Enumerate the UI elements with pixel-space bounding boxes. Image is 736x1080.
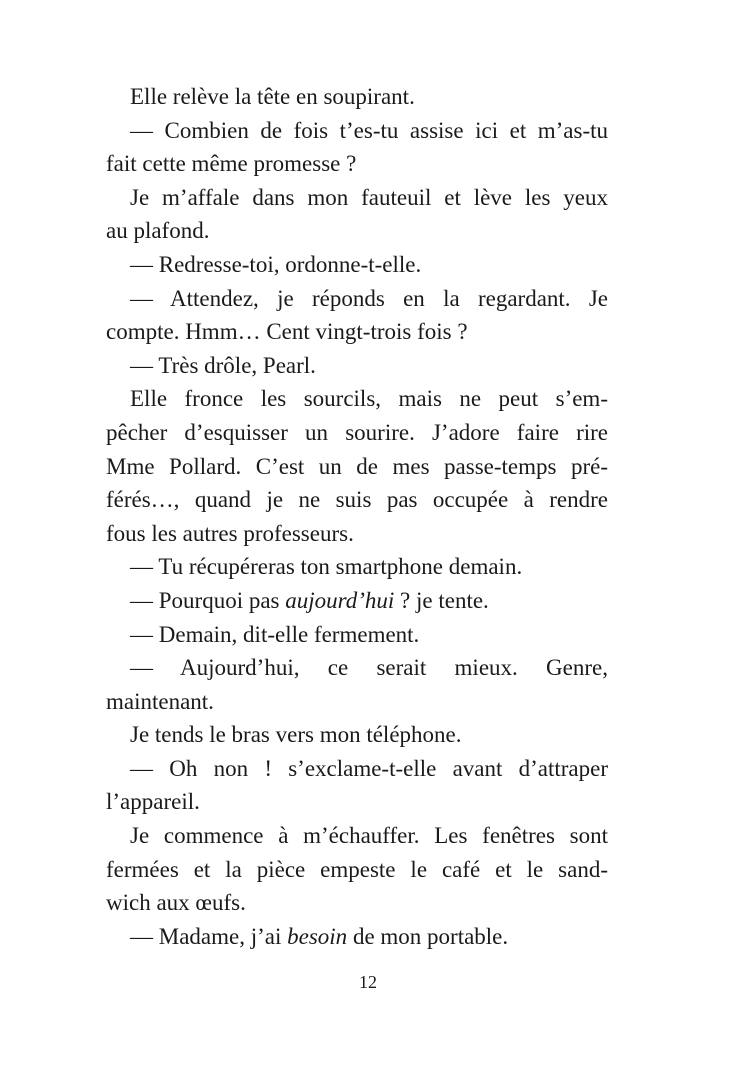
text-segment: compte. Hmm… Cent vingt-trois fois ? bbox=[106, 319, 468, 345]
text-segment: Elle relève la tête en soupirant. bbox=[130, 84, 415, 109]
text-segment: — Madame, j’ai bbox=[130, 923, 288, 949]
text-segment: fait cette même promesse ? bbox=[106, 151, 357, 177]
page-number: 12 bbox=[359, 972, 377, 992]
italic-text: aujourd’hui bbox=[285, 587, 395, 613]
text-segment: — Aujourd’hui, ce serait mieux. Genre, bbox=[130, 655, 608, 681]
text-line bbox=[106, 80, 608, 114]
text-segment: Je m’affale dans mon fauteuil et lève les yeux bbox=[130, 184, 608, 210]
text-line bbox=[106, 114, 608, 148]
text-segment: Mme Pollard. C’est un de mes passe-temps pré- bbox=[106, 453, 608, 479]
text-line bbox=[106, 618, 608, 652]
text-segment: de mon portable. bbox=[347, 923, 509, 949]
text-segment: au plafond. bbox=[106, 218, 210, 244]
text-segment: férés…, quand je ne suis pas occupée à rendre bbox=[106, 487, 608, 513]
text-line bbox=[106, 853, 608, 887]
text-line bbox=[106, 920, 608, 954]
text-line bbox=[106, 147, 608, 181]
text-line bbox=[106, 517, 608, 551]
text-line bbox=[106, 214, 608, 248]
body-text bbox=[106, 80, 608, 953]
text-segment: — Très drôle, Pearl. bbox=[130, 352, 316, 378]
text-line bbox=[106, 181, 608, 215]
text-segment: — Combien de fois t’es-tu assise ici et m’as-tu bbox=[130, 117, 608, 143]
text-segment: Je tends le bras vers mon téléphone. bbox=[130, 722, 462, 748]
text-line bbox=[106, 685, 608, 719]
text-line bbox=[106, 886, 608, 920]
text-segment: — Pourquoi pas bbox=[130, 587, 286, 613]
text-line bbox=[106, 483, 608, 517]
text-segment: — Redresse-toi, ordonne-t-elle. bbox=[130, 251, 422, 277]
text-line bbox=[106, 382, 608, 416]
text-segment: wich aux œufs. bbox=[106, 890, 246, 916]
text-line bbox=[106, 248, 608, 282]
text-line bbox=[106, 785, 608, 819]
italic-text: besoin bbox=[287, 923, 348, 949]
text-segment: ? je tente. bbox=[394, 587, 489, 613]
text-segment: fous les autres professeurs. bbox=[106, 520, 354, 546]
text-segment: pêcher d’esquisser un sourire. J’adore faire rire bbox=[106, 419, 608, 445]
text-line bbox=[106, 584, 608, 618]
text-line bbox=[106, 752, 608, 786]
text-line bbox=[106, 450, 608, 484]
text-line bbox=[106, 651, 608, 685]
text-segment: — Oh non ! s’exclame-t-elle avant d’attraper bbox=[130, 755, 608, 781]
text-line bbox=[106, 416, 608, 450]
text-segment: — Demain, dit-elle fermement. bbox=[130, 621, 420, 647]
text-line bbox=[106, 819, 608, 853]
text-line bbox=[106, 718, 608, 752]
text-line bbox=[106, 349, 608, 383]
text-segment: fermées et la pièce empeste le café et le sand- bbox=[106, 856, 608, 882]
text-line bbox=[106, 315, 608, 349]
text-segment: — Attendez, je réponds en la regardant. Je bbox=[130, 285, 608, 311]
text-segment: Je commence à m’échauffer. Les fenêtres sont bbox=[130, 823, 608, 849]
text-segment: maintenant. bbox=[106, 688, 214, 714]
text-line bbox=[106, 282, 608, 316]
text-segment: l’appareil. bbox=[106, 789, 200, 815]
text-segment: Elle fronce les sourcils, mais ne peut s’em- bbox=[130, 386, 608, 412]
text-line bbox=[106, 550, 608, 584]
text-segment: — Tu récupéreras ton smartphone demain. bbox=[130, 554, 523, 580]
